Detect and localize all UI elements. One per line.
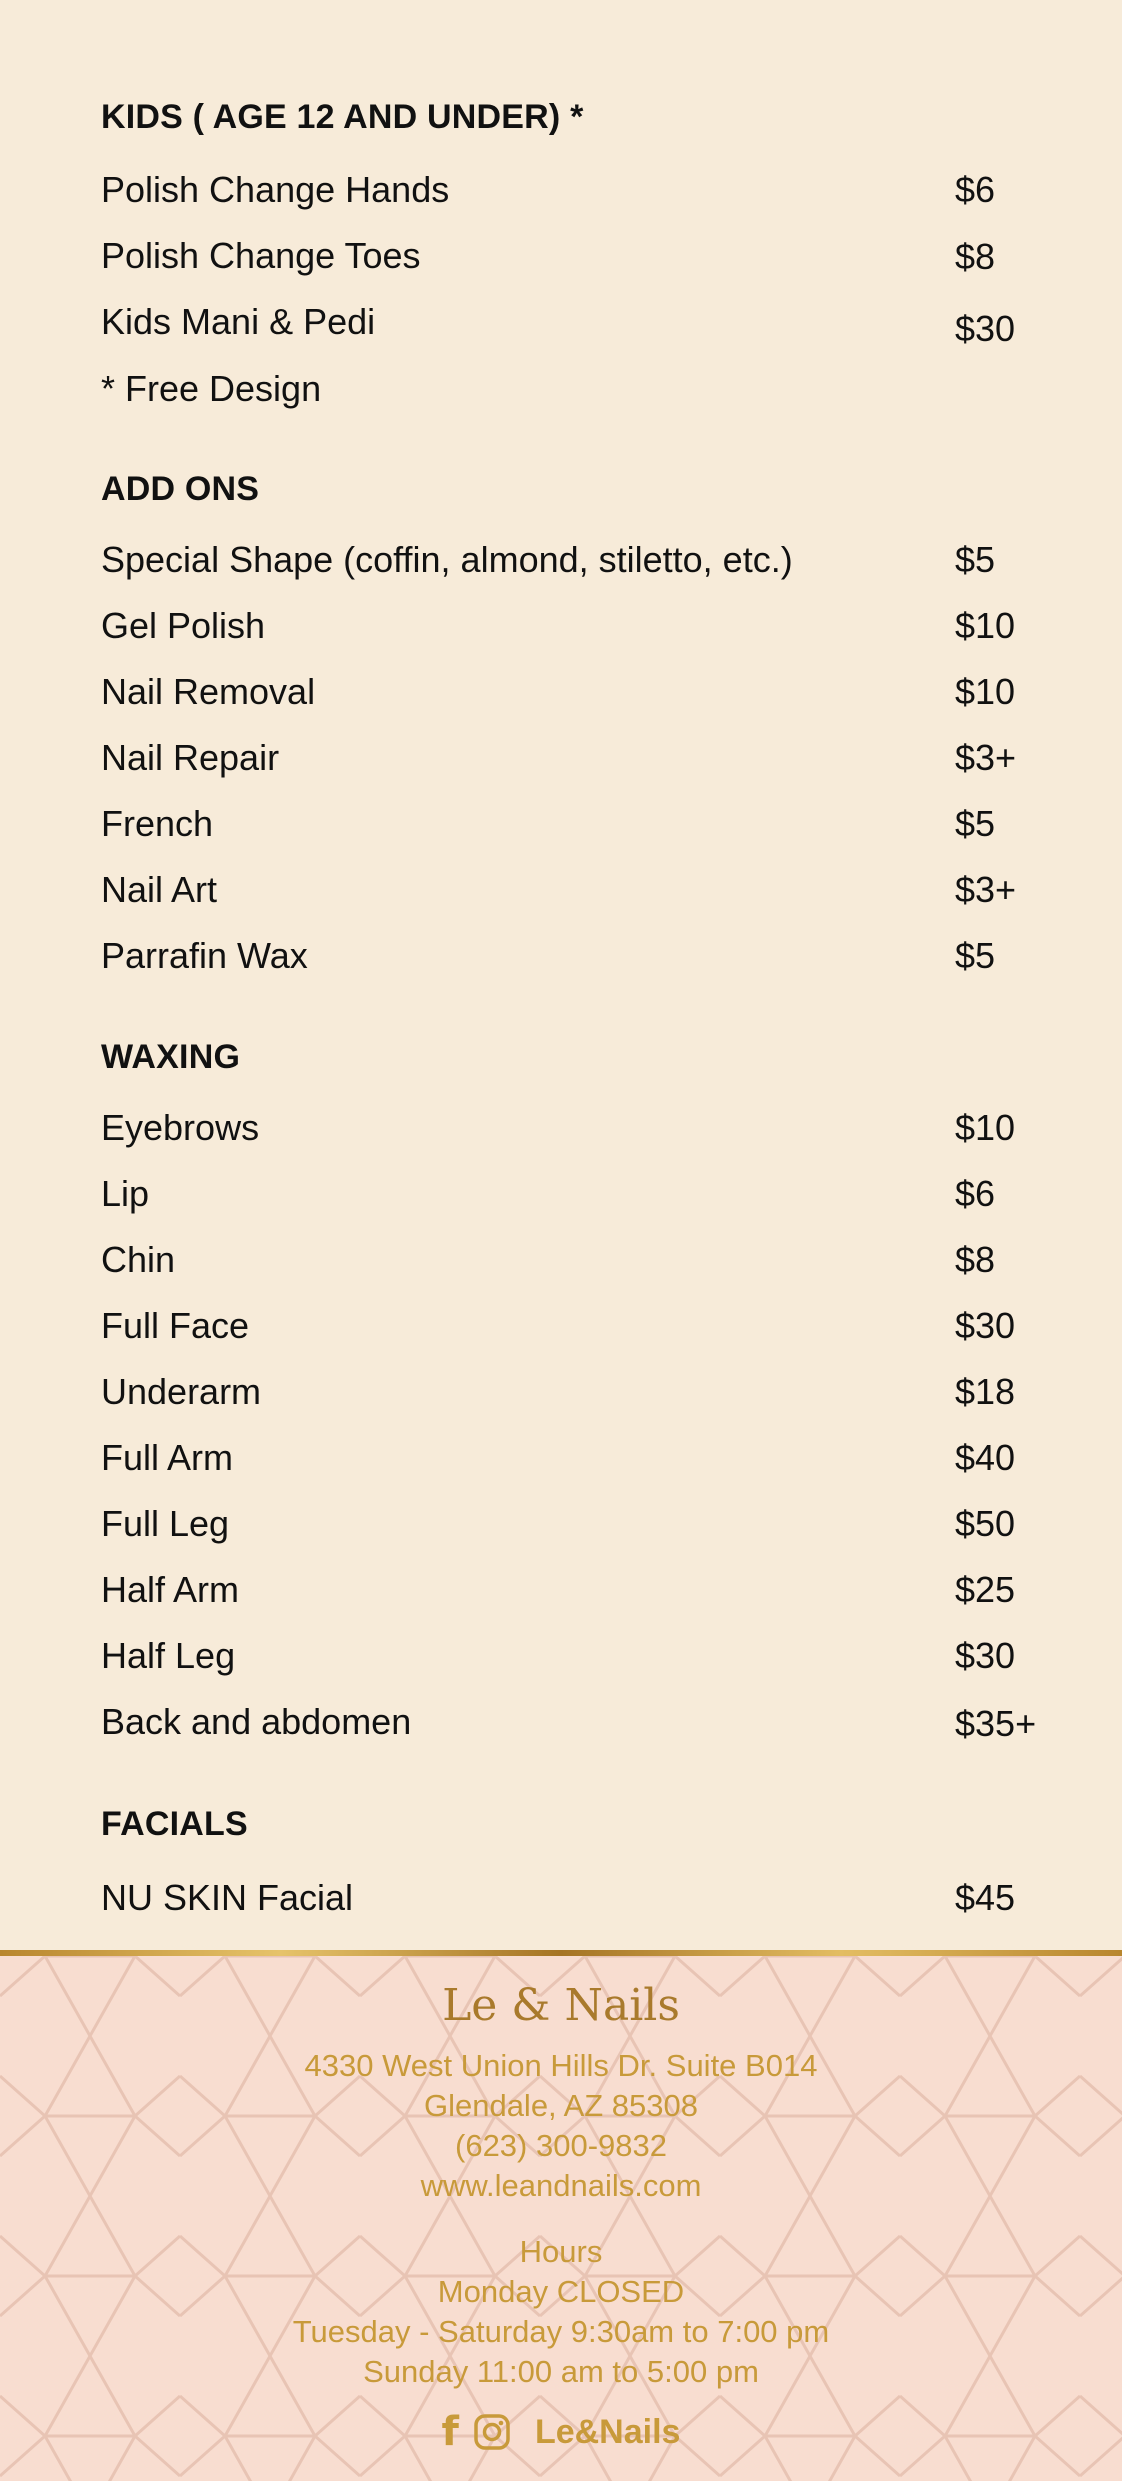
menu-item-price: $10	[955, 1107, 1016, 1148]
phone-number[interactable]: (623) 300-9832	[455, 2128, 667, 2163]
hours-line: Monday CLOSED	[437, 2274, 685, 2309]
hours-line: Tuesday - Saturday 9:30am to 7:00 pm	[292, 2314, 830, 2349]
address-line-1: 4330 West Union Hills Dr. Suite B014	[304, 2048, 818, 2083]
menu-item-name: French	[101, 803, 214, 844]
address-line-2: Glendale, AZ 85308	[423, 2088, 699, 2123]
menu-item-price: $8	[955, 236, 996, 277]
section-title-waxing: WAXING	[101, 1038, 241, 1076]
menu-item-price: $25	[955, 1569, 1016, 1610]
menu-item-name: Back and abdomen	[101, 1701, 412, 1742]
menu-item-name: Chin	[101, 1239, 176, 1280]
menu-item-name: Nail Art	[101, 869, 218, 910]
hours-line: Sunday 11:00 am to 5:00 pm	[363, 2354, 759, 2389]
menu-item-name: Half Leg	[101, 1635, 236, 1676]
menu-item-price: $50	[955, 1503, 1016, 1544]
menu-item-price: $45	[955, 1877, 1016, 1918]
website-link[interactable]: www.leandnails.com	[420, 2168, 702, 2203]
social-handle[interactable]: Le&Nails	[534, 2412, 681, 2451]
menu-item-name: Polish Change Toes	[101, 235, 421, 276]
menu-item-name: Lip	[101, 1173, 150, 1214]
menu-item-price: $8	[955, 1239, 996, 1280]
menu-item-name: Nail Removal	[101, 671, 316, 712]
hours-title: Hours	[519, 2234, 603, 2269]
menu-item-price: $6	[955, 1173, 996, 1214]
menu-item-price: $18	[955, 1371, 1016, 1412]
menu-item-name: Parrafin Wax	[101, 935, 308, 976]
section-title-kids: KIDS ( AGE 12 AND UNDER) *	[101, 98, 584, 136]
geometric-background-pattern	[0, 1956, 1122, 2481]
menu-item-price: $5	[955, 803, 996, 844]
facebook-icon[interactable]: f	[441, 2409, 459, 2455]
section-title-addons: ADD ONS	[101, 470, 260, 508]
menu-item-price: $5	[955, 935, 996, 976]
salon-name: Le & Nails	[442, 1980, 680, 2031]
social-links	[0, 2409, 1122, 2455]
menu-item-price: $6	[955, 169, 996, 210]
menu-item-price: $30	[955, 308, 1016, 349]
menu-item-name: Gel Polish	[101, 605, 266, 646]
menu-item-price: $30	[955, 1635, 1016, 1676]
section-title-facials: FACIALS	[101, 1805, 248, 1843]
menu-item-price: $3+	[955, 869, 1017, 910]
menu-item-name: Nail Repair	[101, 737, 280, 778]
menu-item-name: Full Leg	[101, 1503, 230, 1544]
menu-item-price: $10	[955, 605, 1016, 646]
menu-item-name: Full Face	[101, 1305, 250, 1346]
menu-item-price: $10	[955, 671, 1016, 712]
menu-item-name: NU SKIN Facial	[101, 1877, 354, 1918]
menu-item-name: Full Arm	[101, 1437, 234, 1478]
instagram-icon[interactable]	[473, 2413, 511, 2451]
menu-item-name: Polish Change Hands	[101, 169, 450, 210]
menu-item-name: Kids Mani & Pedi	[101, 301, 376, 342]
menu-item-name: Special Shape (coffin, almond, stiletto, etc.)	[101, 539, 793, 580]
menu-item-price: $3+	[955, 737, 1017, 778]
menu-item-price: $35+	[955, 1703, 1037, 1744]
menu-item-name: Underarm	[101, 1371, 262, 1412]
menu-item-price: $5	[955, 539, 996, 580]
kids-note: * Free Design	[101, 368, 322, 409]
menu-item-price: $30	[955, 1305, 1016, 1346]
menu-item-name: Eyebrows	[101, 1107, 260, 1148]
menu-item-name: Half Arm	[101, 1569, 240, 1610]
menu-item-price: $40	[955, 1437, 1016, 1478]
footer	[0, 1956, 1122, 2481]
